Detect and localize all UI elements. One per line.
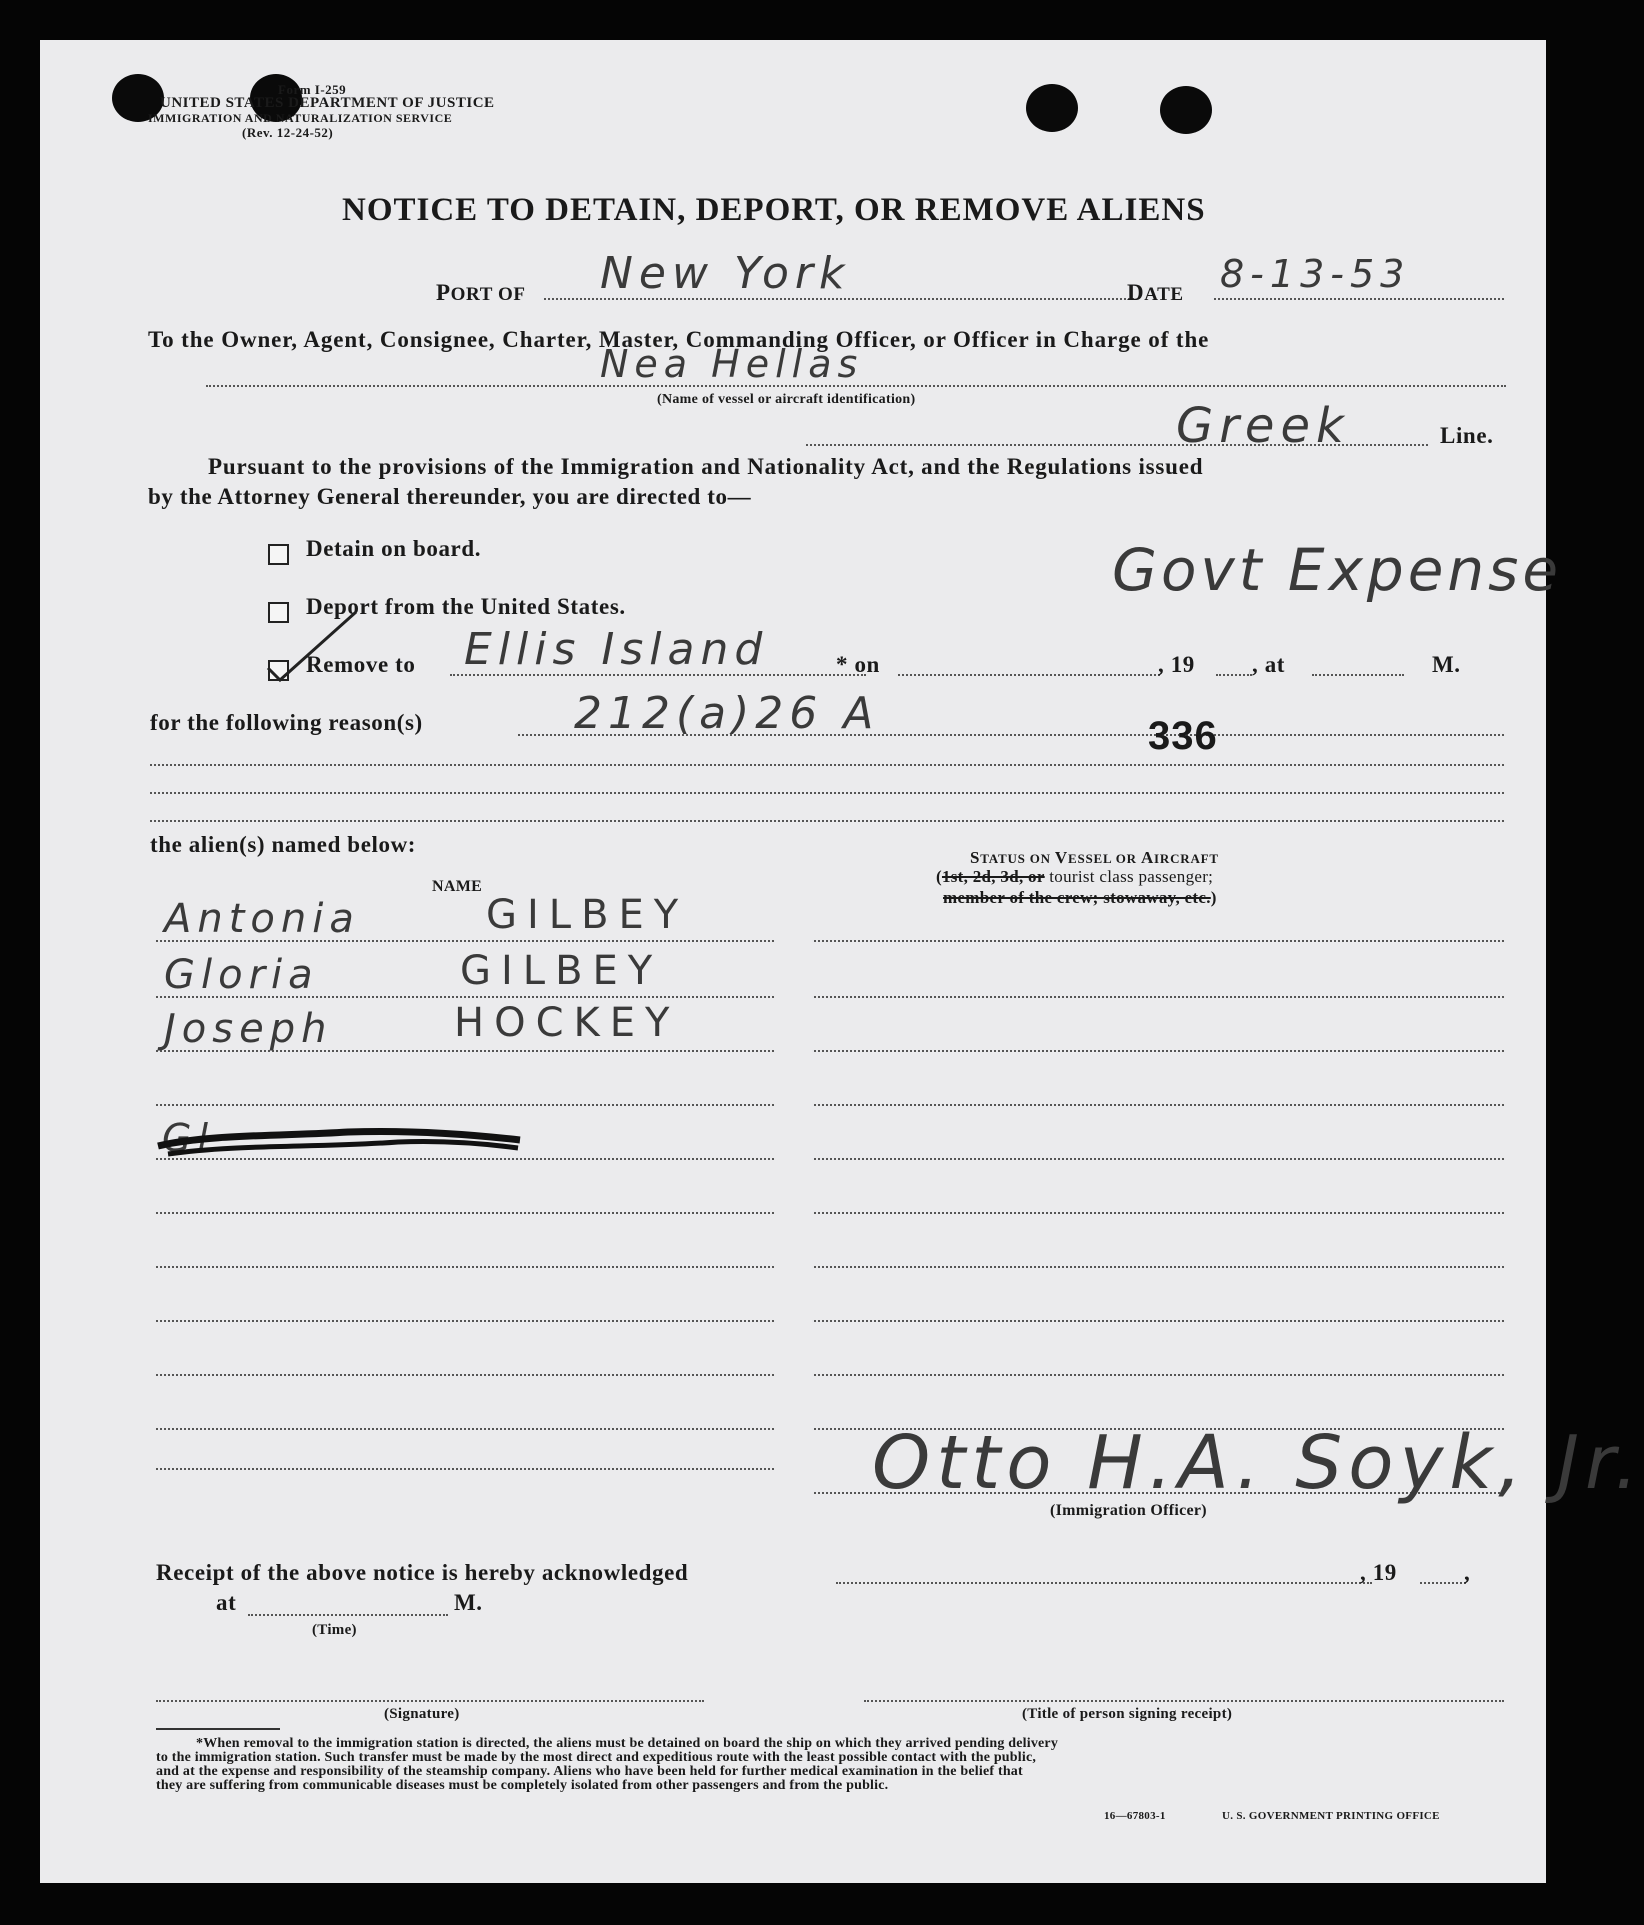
date-label: DATE: [1127, 280, 1184, 305]
remove-year-label: , 19: [1158, 652, 1195, 677]
title-caption: (Title of person signing receipt): [1022, 1706, 1233, 1722]
reason-label: for the following reason(s): [150, 710, 423, 735]
name-line-10: [156, 1428, 774, 1430]
line-value: Greek: [1176, 398, 1350, 454]
punch-hole-4: [1160, 86, 1212, 134]
print-code: 16—67803-1: [1104, 1810, 1166, 1822]
officer-signature: Otto H.A. Soyk, Jr.: [872, 1420, 1644, 1506]
signature-caption: (Signature): [384, 1706, 460, 1722]
name-line-4: [156, 1104, 774, 1106]
page-title: NOTICE TO DETAIN, DEPORT, OR REMOVE ALIENS: [342, 192, 1206, 228]
agency-line-2: IMMIGRATION AND NATURALIZATION SERVICE: [148, 111, 453, 125]
govt-expense-note: Govt Expense: [1112, 536, 1563, 604]
remove-date-field-line: [898, 674, 1160, 676]
receipt-m-label: M.: [454, 1590, 483, 1615]
check-mark-icon: [260, 606, 380, 696]
name-line-8: [156, 1320, 774, 1322]
status-line-9: [814, 1374, 1504, 1376]
receipt-at-label: at: [216, 1590, 237, 1615]
footnote-line-1: *When removal to the immigration station is directed, the aliens must be detained on board the ship on which they arrived pending delivery: [196, 1736, 1059, 1751]
detain-label: Detain on board.: [306, 536, 482, 561]
alien-first-name: Gloria: [164, 952, 319, 998]
date-field-line: [1214, 298, 1504, 300]
alien-last-name: GILBEY: [486, 892, 689, 938]
status-line-5: [814, 1158, 1504, 1160]
title-field-line: [864, 1700, 1504, 1702]
name-line-9: [156, 1374, 774, 1376]
addressee-text: To the Owner, Agent, Consignee, Charter, Master, Commanding Officer, or Officer in Charge of the: [148, 327, 1210, 352]
status-line-1: [814, 940, 1504, 942]
receipt-year-field-line: [1420, 1582, 1466, 1584]
receipt-year-comma: ,: [1464, 1560, 1471, 1585]
vessel-caption: (Name of vessel or aircraft identification): [657, 392, 916, 407]
remove-m-label: M.: [1432, 652, 1461, 677]
form-page: [40, 40, 1644, 1883]
line-label: Line.: [1440, 423, 1494, 448]
remove-at-label: , at: [1252, 652, 1286, 677]
status-line-2: [814, 996, 1504, 998]
status-line-6: [814, 1212, 1504, 1214]
receipt-date-field-line: [836, 1582, 1372, 1584]
port-value: New York: [600, 248, 851, 299]
name-line-7: [156, 1266, 774, 1268]
alien-last-name: GILBEY: [460, 948, 663, 994]
reason-field-line-2: [150, 764, 1504, 766]
revision-date: (Rev. 12-24-52): [242, 125, 334, 140]
reason-field-line-4: [150, 820, 1504, 822]
status-line-3: [814, 1050, 1504, 1052]
alien-first-name: Antonia: [164, 896, 360, 942]
status-line-4: [814, 1104, 1504, 1106]
pursuant-text-2: by the Attorney General thereunder, you are directed to—: [148, 484, 752, 509]
aliens-label: the alien(s) named below:: [150, 832, 417, 857]
remove-to-value: Ellis Island: [464, 624, 769, 675]
footnote-rule: [156, 1728, 280, 1730]
date-value: 8-13-53: [1220, 252, 1411, 296]
detain-checkbox[interactable]: [268, 544, 289, 565]
receipt-text: Receipt of the above notice is hereby acknowledged: [156, 1560, 689, 1585]
footnote-line-4: they are suffering from communicable diseases must be completely isolated from other passengers and from the public.: [156, 1778, 889, 1793]
status-options-line-2: member of the crew; stowaway, etc.): [943, 888, 1217, 907]
remove-on-label: * on: [836, 652, 880, 677]
agency-line-1: UNITED STATES DEPARTMENT OF JUSTICE: [160, 95, 495, 111]
officer-caption: (Immigration Officer): [1050, 1502, 1207, 1519]
reason-field-line-3: [150, 792, 1504, 794]
vessel-value: Nea Hellas: [600, 342, 864, 386]
deport-label: Deport from the United States.: [306, 594, 626, 619]
status-column-header: STATUS ON VESSEL OR AIRCRAFT: [970, 848, 1219, 867]
remove-time-field-line: [1312, 674, 1404, 676]
name-line-6: [156, 1212, 774, 1214]
time-caption: (Time): [312, 1622, 357, 1638]
remove-year-field-line: [1216, 674, 1252, 676]
remove-label: Remove to: [306, 652, 416, 677]
status-options-line-1: (1st, 2d, 3d, or tourist class passenger;: [936, 867, 1214, 886]
form-number: Form I-259: [278, 82, 347, 97]
receipt-year-label: , 19: [1360, 1560, 1397, 1585]
alien-last-name: HOCKEY: [454, 1000, 680, 1046]
name-line-11: [156, 1468, 774, 1470]
struck-alien-entry: Gl: [162, 1116, 215, 1160]
scribble-strikeout: [148, 1114, 528, 1164]
port-label: PORT OF: [436, 280, 526, 305]
punch-hole-3: [1026, 84, 1078, 132]
status-line-7: [814, 1266, 1504, 1268]
footnote-line-2: to the immigration station. Such transfer must be made by the most direct and expeditious route with the least possible contact with the public,: [156, 1750, 1037, 1765]
footnote-line-3: and at the expense and responsibility of the steamship company. Aliens who have been held for further medical examination in the belief that: [156, 1764, 1023, 1779]
name-column-header: NAME: [432, 878, 483, 895]
alien-first-name: Joseph: [164, 1006, 333, 1052]
status-line-8: [814, 1320, 1504, 1322]
signature-field-line: [156, 1700, 704, 1702]
pursuant-text-1: Pursuant to the provisions of the Immigration and Nationality Act, and the Regulations issued: [208, 454, 1204, 479]
reason-value: 212(a)26 A: [574, 688, 880, 739]
printer-credit: U. S. GOVERNMENT PRINTING OFFICE: [1222, 1810, 1440, 1822]
stamp-number: 336: [1148, 714, 1218, 758]
receipt-time-field-line: [248, 1614, 448, 1616]
